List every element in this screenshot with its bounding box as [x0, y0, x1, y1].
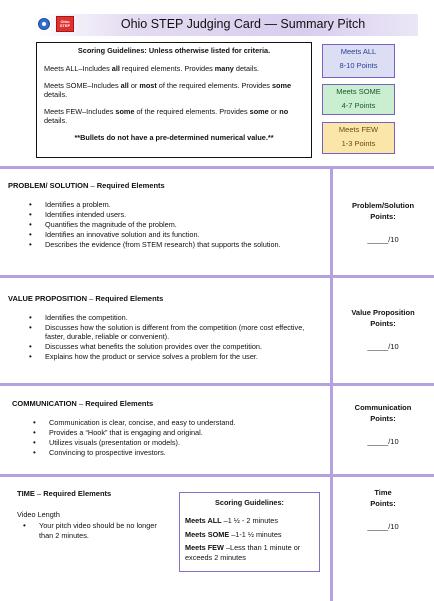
section-heading-main: PROBLEM/ SOLUTION [8, 181, 89, 190]
ohio-step-logo-text: Ohio STEP [59, 19, 71, 28]
guideline-text: of the required elements. Provides [134, 106, 250, 116]
list-item: • Provides a “Hook” that is engaging and original. [33, 428, 330, 437]
badge-label: Meets FEW [338, 125, 379, 134]
guideline-emphasis: no [279, 106, 289, 116]
section-heading-separator: – [76, 399, 86, 408]
meets-all-badge [322, 44, 395, 78]
required-elements-list [17, 521, 167, 540]
value-proposition-points [338, 308, 428, 353]
points-label: Points: [370, 211, 396, 221]
guideline-text: details. [44, 90, 68, 100]
points-label: Problem/Solution [351, 201, 415, 210]
guideline-text: –Less than 1 minute or exceeds 2 minutes [185, 543, 301, 562]
guideline-emphasis: many [214, 64, 234, 74]
list-item: • Convincing to prospective investors. [33, 448, 330, 457]
score-field[interactable]: _____/10 [367, 234, 399, 244]
guideline-separator: – [78, 64, 83, 74]
section-heading-suffix: Required Elements [95, 294, 164, 303]
required-elements-list [8, 313, 326, 362]
guideline-emphasis: some [249, 106, 269, 116]
section-heading-main: COMMUNICATION [12, 399, 77, 408]
problem-solution-section [8, 181, 326, 250]
list-item: • Your pitch video should be no longer than 2 minutes. [23, 521, 167, 540]
section-heading-suffix: Required Elements [43, 489, 112, 498]
list-item: • Identifies an innovative solution and its function. [29, 230, 326, 239]
section-heading [12, 399, 330, 409]
guideline-level: Meets SOME [185, 529, 230, 539]
guideline-level: Meets SOME [44, 80, 88, 90]
list-item: • Communication is clear, concise, and easy to understand. [33, 418, 330, 427]
scoring-guidelines-heading: Scoring Guidelines: Unless otherwise listed for criteria. [77, 46, 271, 55]
required-elements-list [12, 418, 330, 457]
points-label: Points: [370, 318, 396, 328]
list-item: • Identifies a problem. [29, 200, 326, 209]
section-heading-separator: – [34, 489, 44, 498]
problem-solution-points [338, 201, 428, 246]
section-heading-main: TIME [17, 489, 35, 498]
section-heading-suffix: Required Elements [85, 399, 154, 408]
points-label: Time [374, 488, 392, 497]
points-label: Value Proposition [351, 308, 415, 317]
section-heading [8, 181, 326, 191]
guideline-text: –1 ½ - 2 minutes [221, 516, 279, 526]
list-item: • Quantifies the magnitude of the problem. [29, 220, 326, 229]
score-field[interactable]: _____/10 [367, 521, 399, 531]
section-heading [8, 294, 326, 304]
guideline-emphasis: most [139, 80, 157, 90]
guideline-level: Meets ALL [44, 64, 79, 74]
section-heading-suffix: Required Elements [96, 181, 165, 190]
time-guideline-meets-all [185, 516, 314, 525]
column-divider [330, 167, 333, 601]
guideline-separator: – [82, 106, 87, 116]
list-item: • Discusses how the solution is different from the competition (more cost effective, faster, durable, reliable or convenient). [29, 323, 326, 342]
list-item: • Identifies intended users. [29, 210, 326, 219]
guideline-text: –1-1 ½ minutes [229, 529, 282, 539]
section-heading-separator: – [87, 294, 96, 303]
time-subheading: Video Length [17, 509, 60, 519]
guideline-meets-some [44, 81, 304, 100]
section-heading-separator: – [88, 181, 97, 190]
score-field[interactable]: _____/10 [367, 436, 399, 446]
points-label: Points: [370, 498, 396, 508]
guideline-emphasis: some [271, 80, 292, 90]
guideline-text: of the required elements. Provides [156, 80, 272, 90]
communication-section [12, 399, 330, 458]
section-divider [0, 474, 434, 477]
ohio-stem-logo-icon [38, 18, 50, 30]
guideline-separator: – [87, 80, 92, 90]
time-guideline-meets-few [185, 543, 314, 562]
list-item: • Identifies the competition. [29, 313, 326, 322]
guideline-emphasis: some [115, 106, 135, 116]
guideline-meets-few [44, 107, 304, 126]
section-heading [17, 489, 167, 499]
section-heading-main: VALUE PROPOSITION [8, 294, 88, 303]
communication-points [338, 403, 428, 448]
meets-some-badge [322, 84, 395, 115]
badge-label: Meets ALL [340, 47, 377, 56]
ohio-step-logo-icon [56, 16, 74, 32]
guideline-text: Includes [82, 64, 112, 74]
badge-points: 1-3 Points [341, 138, 376, 148]
guideline-text: or [268, 106, 280, 116]
guideline-level: Meets ALL [185, 516, 222, 526]
time-points [338, 488, 428, 533]
list-item: • Describes the evidence (from STEM research) that supports the solution. [29, 240, 326, 249]
required-elements-list [8, 200, 326, 249]
page-title: Ohio STEP Judging Card — Summary Pitch [120, 17, 366, 31]
section-divider [0, 383, 434, 386]
guideline-meets-all [44, 64, 304, 73]
time-scoring-guidelines-box [179, 492, 320, 572]
guideline-text: details. [233, 64, 260, 74]
time-guideline-meets-some [185, 530, 314, 539]
badge-label: Meets SOME [336, 87, 381, 96]
bullets-note: **Bullets do not have a pre-determined numerical value.** [74, 132, 274, 142]
guideline-emphasis: all [111, 64, 120, 74]
badge-points: 4-7 Points [341, 100, 376, 110]
time-section [17, 489, 167, 541]
guideline-text: Includes [86, 106, 116, 116]
guideline-emphasis: all [120, 80, 129, 90]
list-item: • Utilizes visuals (presentation or models). [33, 438, 330, 447]
guideline-text: or [128, 80, 140, 90]
points-label: Points: [370, 413, 396, 423]
guideline-level: Meets FEW [44, 106, 83, 116]
list-item: • Explains how the product or service solves a problem for the user. [29, 352, 326, 361]
badge-points: 8-10 Points [339, 60, 378, 70]
scoring-guidelines-box [36, 42, 312, 158]
guideline-text: required elements. Provides [119, 64, 215, 74]
guideline-text: details. [44, 116, 68, 126]
meets-few-badge [322, 122, 395, 154]
time-guidelines-heading: Scoring Guidelines: [215, 498, 284, 507]
guideline-text: Includes [91, 80, 121, 90]
points-label: Communication [354, 403, 412, 412]
section-divider [0, 275, 434, 278]
value-proposition-section [8, 294, 326, 362]
guideline-level: Meets FEW [185, 543, 224, 553]
list-item: • Discusses what benefits the solution provides over the competition. [29, 342, 326, 351]
score-field[interactable]: _____/10 [367, 341, 399, 351]
section-divider [0, 166, 434, 169]
